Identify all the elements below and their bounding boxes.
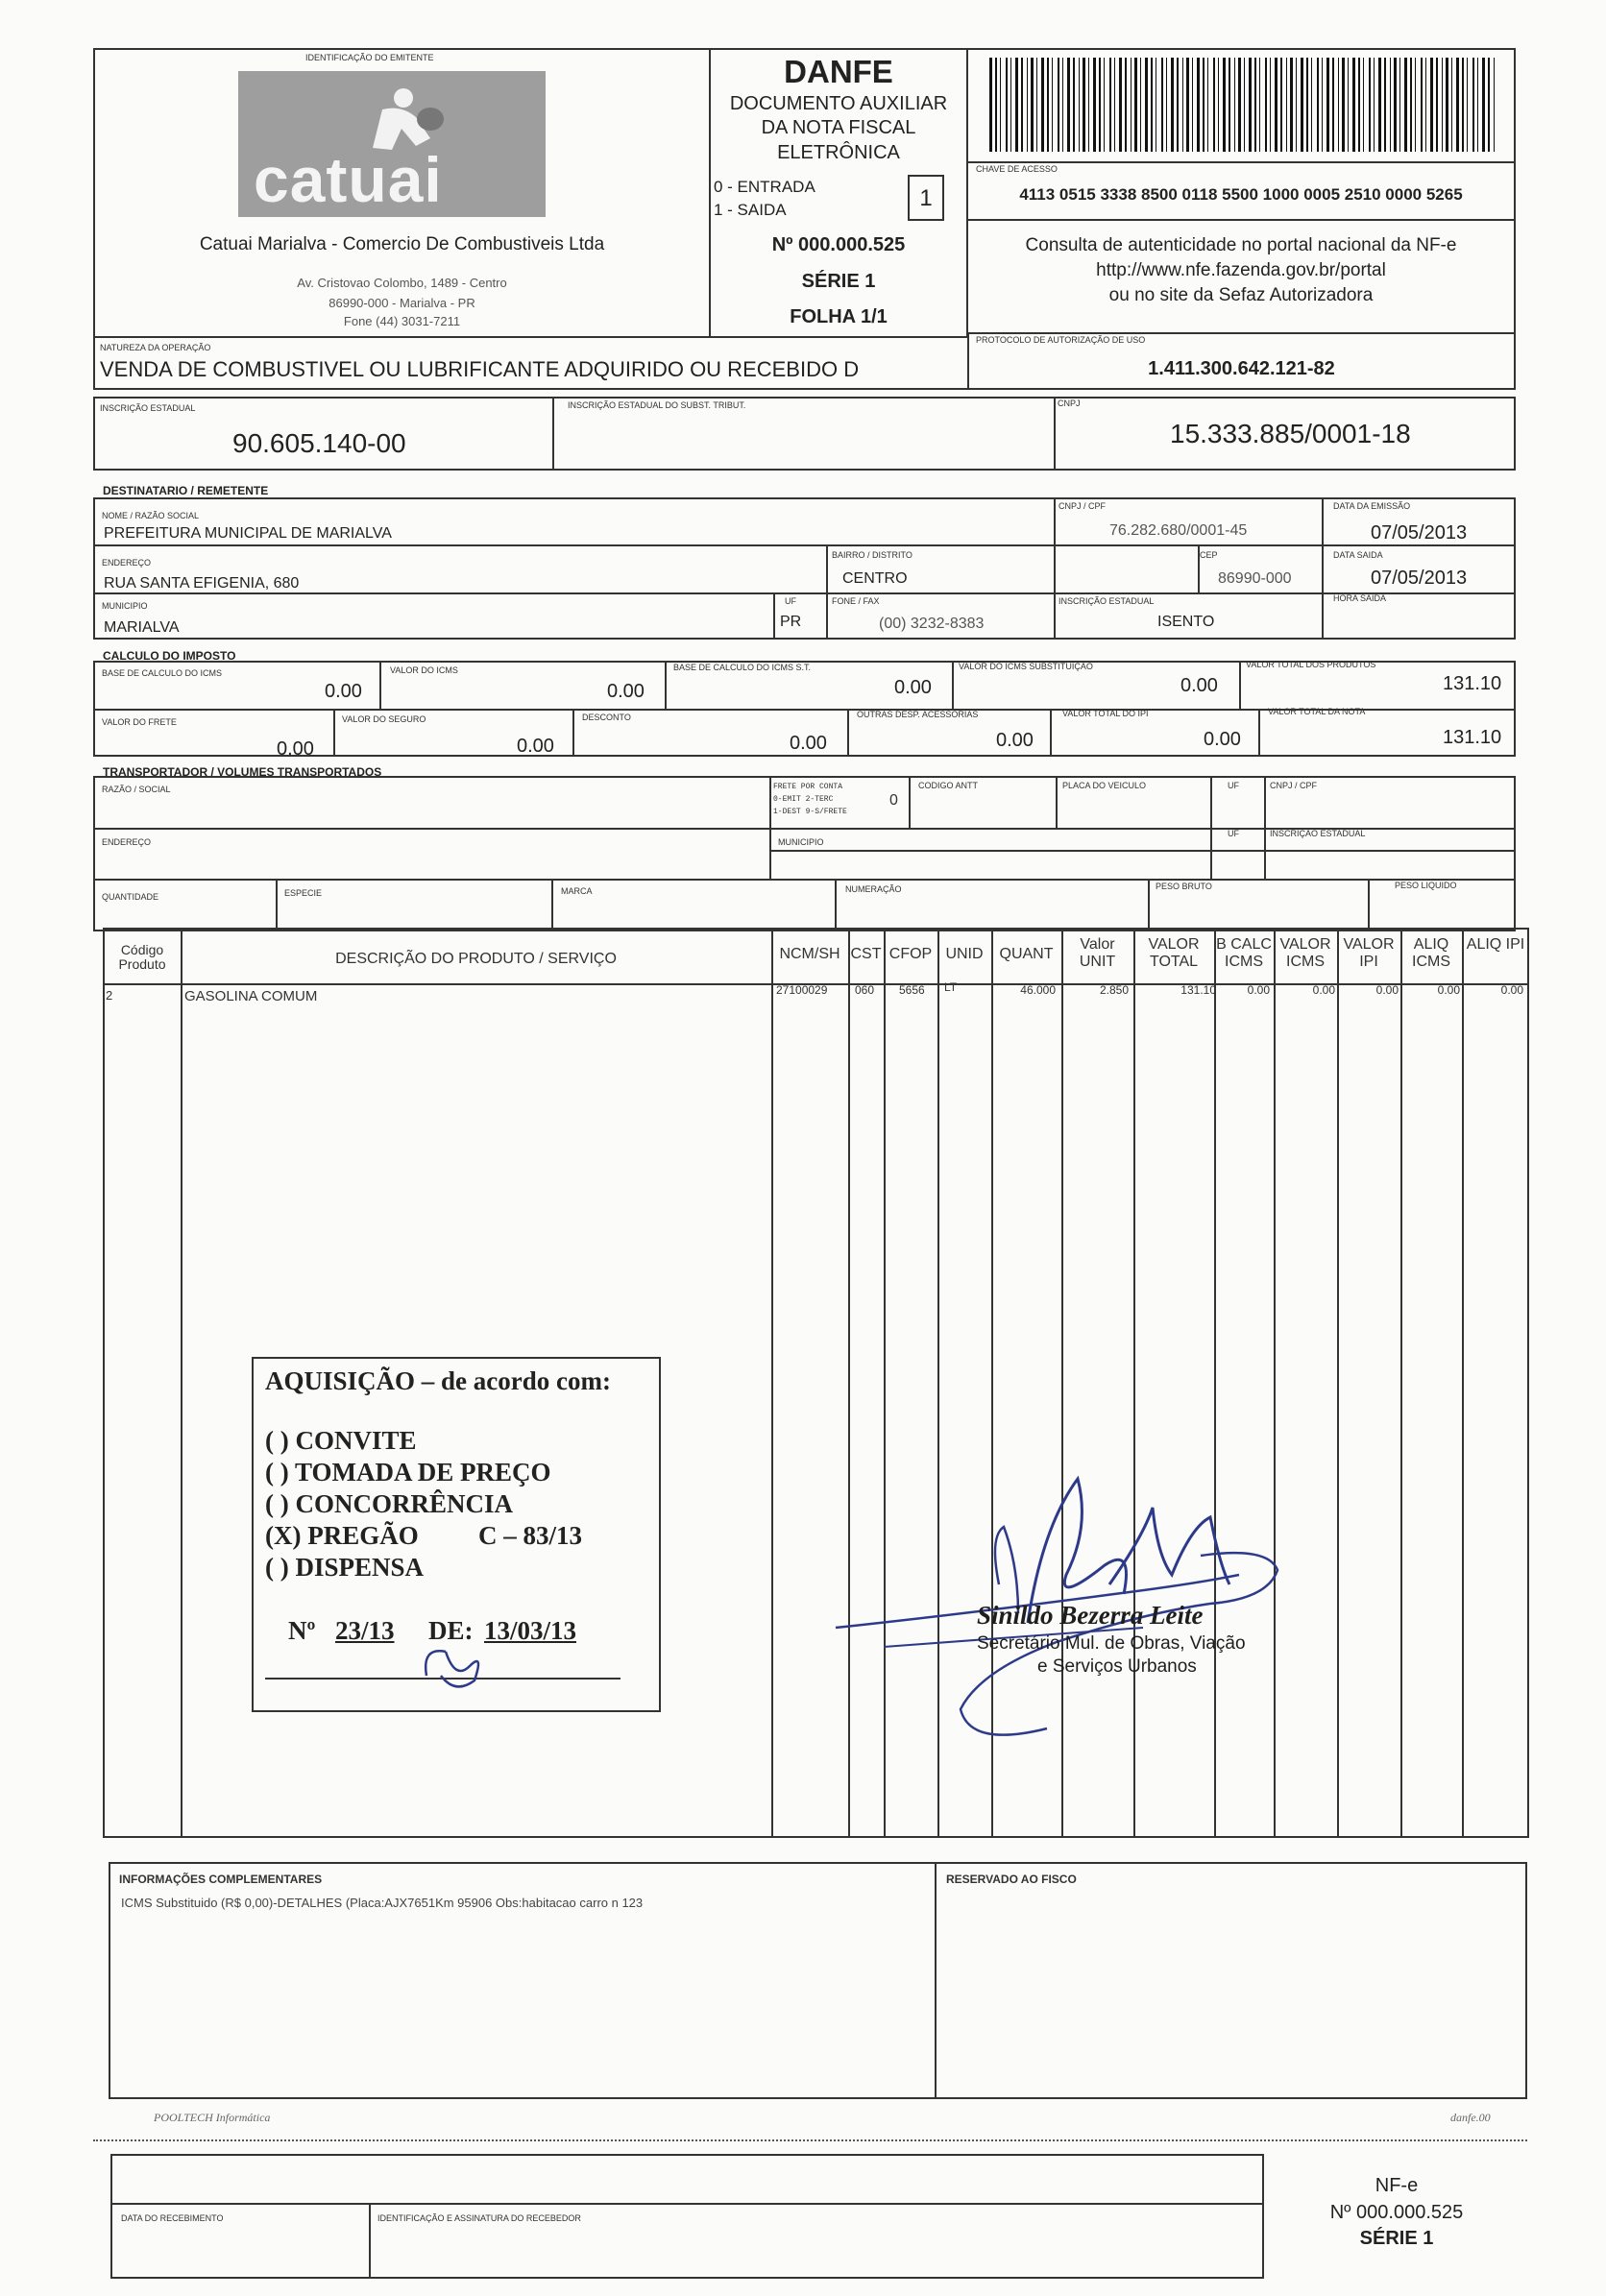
barcode-bar: [1171, 58, 1174, 152]
marca-label: MARCA: [561, 886, 593, 896]
consulta-line-3: ou no site da Sefaz Autorizadora: [1108, 285, 1374, 305]
recipient-city-label: MUNICIPIO: [102, 601, 148, 611]
exit-date: 07/05/2013: [1371, 568, 1468, 589]
stamp-num-prefix: Nº: [288, 1616, 316, 1645]
emission-date: 07/05/2013: [1371, 522, 1468, 544]
barcode-bar: [1462, 58, 1464, 152]
transport-section: TRANSPORTADOR / VOLUMES TRANSPORTADOS: [103, 765, 382, 779]
barcode-bar: [1223, 58, 1226, 152]
info-label: INFORMAÇÕES COMPLEMENTARES: [119, 1873, 323, 1886]
operation-value: VENDA DE COMBUSTIVEL OU LUBRIFICANTE ADQUIRIDO OU RECEBIDO D: [100, 357, 860, 381]
col-vtotal: VALOR TOTAL: [1148, 936, 1200, 970]
barcode-bar: [1197, 58, 1200, 152]
frete-option-3: 1-DEST 9-S/FRETE: [773, 808, 847, 816]
access-key-label: CHAVE DE ACESSO: [976, 164, 1058, 174]
danfe-entrada: 0 - ENTRADA: [714, 178, 815, 196]
danfe-subtitle-3: ELETRÔNICA: [777, 142, 900, 163]
barcode-bar: [1348, 58, 1349, 152]
fisco-box: [935, 1862, 1527, 2099]
antt-label: CODIGO ANTT: [918, 781, 979, 790]
barcode-bar: [1482, 58, 1485, 152]
logo-text: catuai: [254, 144, 443, 215]
barcode-bar: [1177, 58, 1179, 152]
barcode-bar: [1182, 58, 1183, 152]
barcode-bar: [1477, 58, 1478, 152]
barcode-bar: [1317, 58, 1319, 152]
barcode-bar: [1000, 58, 1001, 152]
barcode-bar: [1073, 58, 1075, 152]
stamp-date: 13/03/13: [484, 1616, 577, 1645]
valor-st-value: 0.00: [1180, 675, 1218, 696]
barcode-bar: [1119, 58, 1122, 152]
barcode-bar: [1006, 58, 1008, 152]
recipient-uf-label: UF: [785, 596, 796, 606]
stamp-option-dispensa: ( ) DISPENSA: [265, 1553, 425, 1582]
col-vunit: Valor UNIT: [1079, 936, 1116, 970]
numeracao-label: NUMERAÇÃO: [845, 884, 902, 894]
danfe-subtitle-1: DOCUMENTO AUXILIAR: [729, 93, 948, 114]
barcode-bar: [989, 58, 992, 152]
row-quant: 46.000: [1020, 983, 1056, 997]
recipient-phone-label: FONE / FAX: [832, 596, 880, 606]
recipient-ie: ISENTO: [1157, 614, 1215, 630]
barcode-bar: [1114, 58, 1115, 152]
especie-label: ESPECIE: [284, 888, 323, 898]
ie-label: INSCRIÇÃO ESTADUAL: [100, 403, 196, 413]
desconto-label: DESCONTO: [582, 713, 631, 722]
info-text: ICMS Substituido (R$ 0,00)-DETALHES (Placa:AJX7651Km 95906 Obs:habitacao carro n 123: [121, 1896, 644, 1910]
col-bcalc: B CALC ICMS: [1216, 936, 1272, 970]
cnpj-value: 15.333.885/0001-18: [1170, 419, 1411, 448]
danfe-folha: FOLHA 1/1: [790, 306, 888, 327]
barcode-bar: [1021, 58, 1023, 152]
row-ncm: 27100029: [776, 983, 828, 997]
danfe-subtitle-2: DA NOTA FISCAL: [761, 117, 916, 138]
barcode-bar: [1451, 58, 1452, 152]
placa-label: PLACA DO VEICULO: [1062, 781, 1147, 790]
recipient-name: PREFEITURA MUNICIPAL DE MARIALVA: [104, 525, 392, 542]
barcode-bar: [1207, 58, 1208, 152]
col-cst: CST: [850, 946, 882, 962]
receipt-signature-label: IDENTIFICAÇÃO E ASSINATURA DO RECEBEDOR: [377, 2213, 581, 2223]
row-vipi: 0.00: [1375, 983, 1399, 997]
base-icms-value: 0.00: [325, 681, 362, 702]
outras-label: OUTRAS DESP. ACESSORIAS: [857, 710, 979, 719]
recipient-city: MARIALVA: [104, 619, 180, 636]
recipient-phone: (00) 3232-8383: [879, 616, 985, 632]
protocol-value: 1.411.300.642.121-82: [1148, 358, 1335, 379]
consulta-line-1: Consulta de autenticidade no portal nacional da NF-e: [1025, 235, 1457, 255]
cnpj-label: CNPJ: [1058, 399, 1081, 408]
recipient-cnpj: 76.282.680/0001-45: [1109, 522, 1248, 539]
barcode-bar: [1384, 58, 1386, 152]
barcode-bar: [1442, 58, 1443, 152]
barcode-bar: [1488, 58, 1490, 152]
barcode-bar: [1456, 58, 1459, 152]
district-label: BAIRRO / DISTRITO: [832, 550, 912, 560]
cep-value: 86990-000: [1218, 570, 1292, 587]
barcode-bar: [1083, 58, 1085, 152]
barcode: [989, 58, 1498, 152]
base-st-value: 0.00: [894, 677, 932, 698]
stamp-option-pregao: (X) PREGÃO: [265, 1521, 419, 1550]
footer-nfe: NF-e: [1375, 2175, 1419, 2196]
total-nota-value: 131.10: [1443, 727, 1502, 748]
protocol-label: PROTOCOLO DE AUTORIZAÇÃO DE USO: [976, 335, 1146, 345]
barcode-bar: [1332, 58, 1334, 152]
seguro-value: 0.00: [517, 736, 554, 757]
signer-role-2: e Serviços Urbanos: [1037, 1656, 1197, 1677]
footer-serie: SÉRIE 1: [1359, 2228, 1434, 2249]
receipt-box: [110, 2154, 1264, 2279]
stamp-option-concorrencia: ( ) CONCORRÊNCIA: [265, 1489, 513, 1518]
barcode-bar: [1352, 58, 1355, 152]
barcode-bar: [1151, 58, 1153, 152]
emitter-name: Catuai Marialva - Comercio De Combustiveis Ltda: [199, 234, 605, 254]
barcode-bar: [1436, 58, 1438, 152]
barcode-bar: [1394, 58, 1397, 152]
consulta-line-2: http://www.nfe.fazenda.gov.br/portal: [1096, 260, 1386, 280]
frete-option-2: 0-EMIT 2-TERC: [773, 795, 834, 804]
barcode-bar: [1058, 58, 1059, 152]
cep-label: CEP: [1200, 550, 1218, 560]
barcode-bar: [1338, 58, 1339, 152]
barcode-bar: [1259, 58, 1260, 152]
row-aipi: 0.00: [1500, 983, 1523, 997]
danfe-title: DANFE: [784, 54, 893, 89]
base-st-label: BASE DE CALCULO DO ICMS S.T.: [673, 663, 812, 672]
frete-option-1: FRETE POR CONTA: [773, 783, 843, 791]
software-credit: POOLTECH Informática: [154, 2111, 271, 2124]
barcode-bar: [1203, 58, 1204, 152]
barcode-bar: [1286, 58, 1287, 152]
barcode-bar: [1192, 58, 1193, 152]
barcode-bar: [1311, 58, 1312, 152]
acquisition-stamp: [252, 1357, 661, 1712]
col-vicms: VALOR ICMS: [1279, 936, 1331, 970]
col-ncm: NCM/SH: [779, 946, 840, 962]
barcode-bar: [1031, 58, 1034, 152]
valor-st-label: VALOR DO ICMS SUBSTITUIÇÃO: [959, 662, 1093, 671]
barcode-bar: [1229, 58, 1230, 152]
transport-uf-label: UF: [1228, 781, 1239, 790]
barcode-bar: [1079, 58, 1080, 152]
quantidade-label: QUANTIDADE: [102, 892, 159, 902]
transport-city-label: MUNICIPIO: [778, 837, 824, 847]
barcode-bar: [1421, 58, 1423, 152]
col-vipi: VALOR IPI: [1343, 936, 1395, 970]
barcode-bar: [1326, 58, 1329, 152]
barcode-bar: [1186, 58, 1189, 152]
col-cfop: CFOP: [888, 946, 933, 962]
stamp-num: 23/13: [335, 1616, 395, 1645]
frete-value: 0.00: [277, 738, 314, 760]
barcode-bar: [1104, 58, 1105, 152]
row-cst: 060: [855, 983, 875, 997]
barcode-bar: [1088, 58, 1089, 152]
barcode-bar: [1472, 58, 1474, 152]
barcode-bar: [1027, 58, 1028, 152]
barcode-bar: [1131, 58, 1132, 152]
recipient-address: RUA SANTA EFIGENIA, 680: [104, 575, 300, 592]
barcode-bar: [1244, 58, 1245, 152]
recipient-address-label: ENDEREÇO: [102, 558, 152, 568]
barcode-bar: [1254, 58, 1256, 152]
barcode-bar: [1430, 58, 1433, 152]
barcode-bar: [1109, 58, 1111, 152]
barcode-bar: [1390, 58, 1391, 152]
valor-icms-value: 0.00: [607, 681, 645, 702]
col-descricao: DESCRIÇÃO DO PRODUTO / SERVIÇO: [335, 951, 617, 967]
col-quant: QUANT: [999, 946, 1054, 962]
recipient-cnpj-label: CNPJ / CPF: [1058, 501, 1107, 511]
barcode-bar: [1218, 58, 1219, 152]
danfe-serie: SÉRIE 1: [801, 271, 876, 292]
stamp-pregao-ref: C – 83/13: [478, 1521, 582, 1550]
barcode-bar: [1446, 58, 1448, 152]
emitter-logo: [238, 71, 546, 217]
row-aicms: 0.00: [1437, 983, 1460, 997]
barcode-bar: [1358, 58, 1360, 152]
recipient-box: [93, 497, 1516, 640]
barcode-bar: [1125, 58, 1127, 152]
total-nota-label: VALOR TOTAL DA NOTA: [1268, 707, 1366, 716]
recipient-name-label: NOME / RAZÃO SOCIAL: [102, 511, 200, 520]
total-products-value: 131.10: [1443, 673, 1502, 694]
barcode-bar: [1010, 58, 1011, 152]
emitter-section-label: IDENTIFICAÇÃO DO EMITENTE: [305, 53, 434, 62]
stamp-title: AQUISIÇÃO – de acordo com:: [265, 1366, 611, 1395]
barcode-bar: [1369, 58, 1371, 152]
barcode-bar: [1280, 58, 1282, 152]
danfe-type-value: 1: [919, 185, 933, 211]
ipi-label: VALOR TOTAL DO IPI: [1062, 709, 1149, 718]
barcode-bar: [1234, 58, 1235, 152]
transport-ie-label: INSCRIÇÃO ESTADUAL: [1270, 829, 1366, 838]
barcode-bar: [1378, 58, 1381, 152]
row-vunit: 2.850: [1099, 983, 1129, 997]
barcode-bar: [1404, 58, 1407, 152]
stamp-option-tomada: ( ) TOMADA DE PREÇO: [265, 1458, 551, 1486]
barcode-bar: [1301, 58, 1303, 152]
total-products-label: VALOR TOTAL DOS PRODUTOS: [1246, 660, 1376, 669]
barcode-bar: [1249, 58, 1252, 152]
stamp-de-prefix: DE:: [428, 1616, 474, 1645]
recipient-section: DESTINATARIO / REMETENTE: [103, 484, 269, 497]
col-aipi: ALIQ IPI: [1466, 936, 1525, 953]
recipient-uf: PR: [780, 614, 802, 630]
transport-cnpj-label: CNPJ / CPF: [1270, 781, 1318, 790]
danfe-saida: 1 - SAIDA: [714, 201, 787, 219]
seguro-label: VALOR DO SEGURO: [342, 714, 426, 724]
footer-ref: danfe.00: [1450, 2111, 1491, 2124]
barcode-bar: [1140, 58, 1141, 152]
barcode-bar: [1145, 58, 1148, 152]
barcode-bar: [1363, 58, 1364, 152]
emitter-phone: Fone (44) 3031-7211: [343, 314, 461, 328]
barcode-bar: [1036, 58, 1037, 152]
row-bcalc: 0.00: [1247, 983, 1270, 997]
row-descricao: GASOLINA COMUM: [184, 988, 318, 1004]
barcode-bar: [1134, 58, 1137, 152]
barcode-bar: [1342, 58, 1345, 152]
hour-label: HORA SAIDA: [1333, 593, 1387, 603]
peso-bruto-label: PESO BRUTO: [1156, 882, 1212, 891]
barcode-bar: [1213, 58, 1215, 152]
barcode-bar: [1041, 58, 1044, 152]
recipient-ie-label: INSCRIÇÃO ESTADUAL: [1058, 596, 1155, 606]
barcode-bar: [1467, 58, 1468, 152]
receipt-date-label: DATA DO RECEBIMENTO: [121, 2213, 224, 2223]
barcode-bar: [1238, 58, 1241, 152]
barcode-bar: [995, 58, 997, 152]
barcode-bar: [1296, 58, 1297, 152]
stamp-option-convite: ( ) CONVITE: [265, 1426, 417, 1455]
fisco-label: RESERVADO AO FISCO: [946, 1873, 1077, 1886]
emitter-city: 86990-000 - Marialva - PR: [328, 296, 475, 310]
col-codigo: Código Produto: [118, 942, 166, 973]
danfe-number: Nº 000.000.525: [771, 234, 906, 255]
row-codigo: 2: [106, 988, 113, 1003]
tax-section: CALCULO DO IMPOSTO: [103, 649, 236, 663]
barcode-bar: [1270, 58, 1271, 152]
emission-label: DATA DA EMISSÃO: [1333, 501, 1411, 511]
barcode-bar: [1062, 58, 1063, 152]
initials-scribble: [417, 1637, 494, 1695]
base-icms-label: BASE DE CALCULO DO ICMS: [102, 668, 223, 678]
transport-name-label: RAZÃO / SOCIAL: [102, 785, 171, 794]
outras-value: 0.00: [996, 730, 1034, 751]
district-value: CENTRO: [842, 570, 908, 587]
barcode-bar: [1047, 58, 1049, 152]
barcode-bar: [1275, 58, 1278, 152]
barcode-bar: [1322, 58, 1323, 152]
barcode-bar: [1306, 58, 1308, 152]
barcode-bar: [1494, 58, 1495, 152]
barcode-bar: [1093, 58, 1096, 152]
transport-uf2-label: UF: [1228, 829, 1239, 838]
barcode-bar: [1265, 58, 1267, 152]
row-cfop: 5656: [899, 983, 925, 997]
ie-st-label: INSCRIÇÃO ESTADUAL DO SUBST. TRIBUT.: [568, 400, 746, 410]
frete-value: 0: [889, 792, 898, 809]
access-key: 4113 0515 3338 8500 0118 5500 1000 0005 2510 0000 5265: [1019, 185, 1463, 204]
peso-liquido-label: PESO LIQUIDO: [1395, 881, 1457, 890]
transport-address-label: ENDEREÇO: [102, 837, 152, 847]
signer-name: Sinildo Bezerra Leite: [977, 1601, 1204, 1630]
cut-line: [93, 2139, 1527, 2141]
row-vicms: 0.00: [1312, 983, 1335, 997]
col-unid: UNID: [945, 946, 984, 962]
barcode-bar: [1290, 58, 1293, 152]
exit-date-label: DATA SAIDA: [1333, 550, 1383, 560]
barcode-bar: [1425, 58, 1426, 152]
frete-label: VALOR DO FRETE: [102, 717, 177, 727]
barcode-bar: [1161, 58, 1163, 152]
row-unid: LT: [944, 980, 958, 994]
desconto-value: 0.00: [790, 733, 827, 754]
ipi-value: 0.00: [1204, 729, 1241, 750]
valor-icms-label: VALOR DO ICMS: [390, 665, 458, 675]
barcode-bar: [1166, 58, 1167, 152]
ie-value: 90.605.140-00: [232, 428, 406, 458]
footer-number: Nº 000.000.525: [1329, 2202, 1464, 2223]
emitter-address: Av. Cristovao Colombo, 1489 - Centro: [297, 276, 507, 290]
barcode-bar: [1015, 58, 1018, 152]
barcode-bar: [1099, 58, 1101, 152]
barcode-bar: [1415, 58, 1416, 152]
operation-label: NATUREZA DA OPERAÇÃO: [100, 343, 211, 352]
col-aicms: ALIQ ICMS: [1412, 936, 1450, 970]
barcode-bar: [1374, 58, 1375, 152]
barcode-bar: [1052, 58, 1053, 152]
row-vtotal: 131.10: [1180, 983, 1216, 997]
barcode-bar: [1410, 58, 1412, 152]
barcode-bar: [1399, 58, 1400, 152]
barcode-bar: [1067, 58, 1070, 152]
signer-role-1: Secretário Mul. de Obras, Viação: [977, 1633, 1246, 1654]
